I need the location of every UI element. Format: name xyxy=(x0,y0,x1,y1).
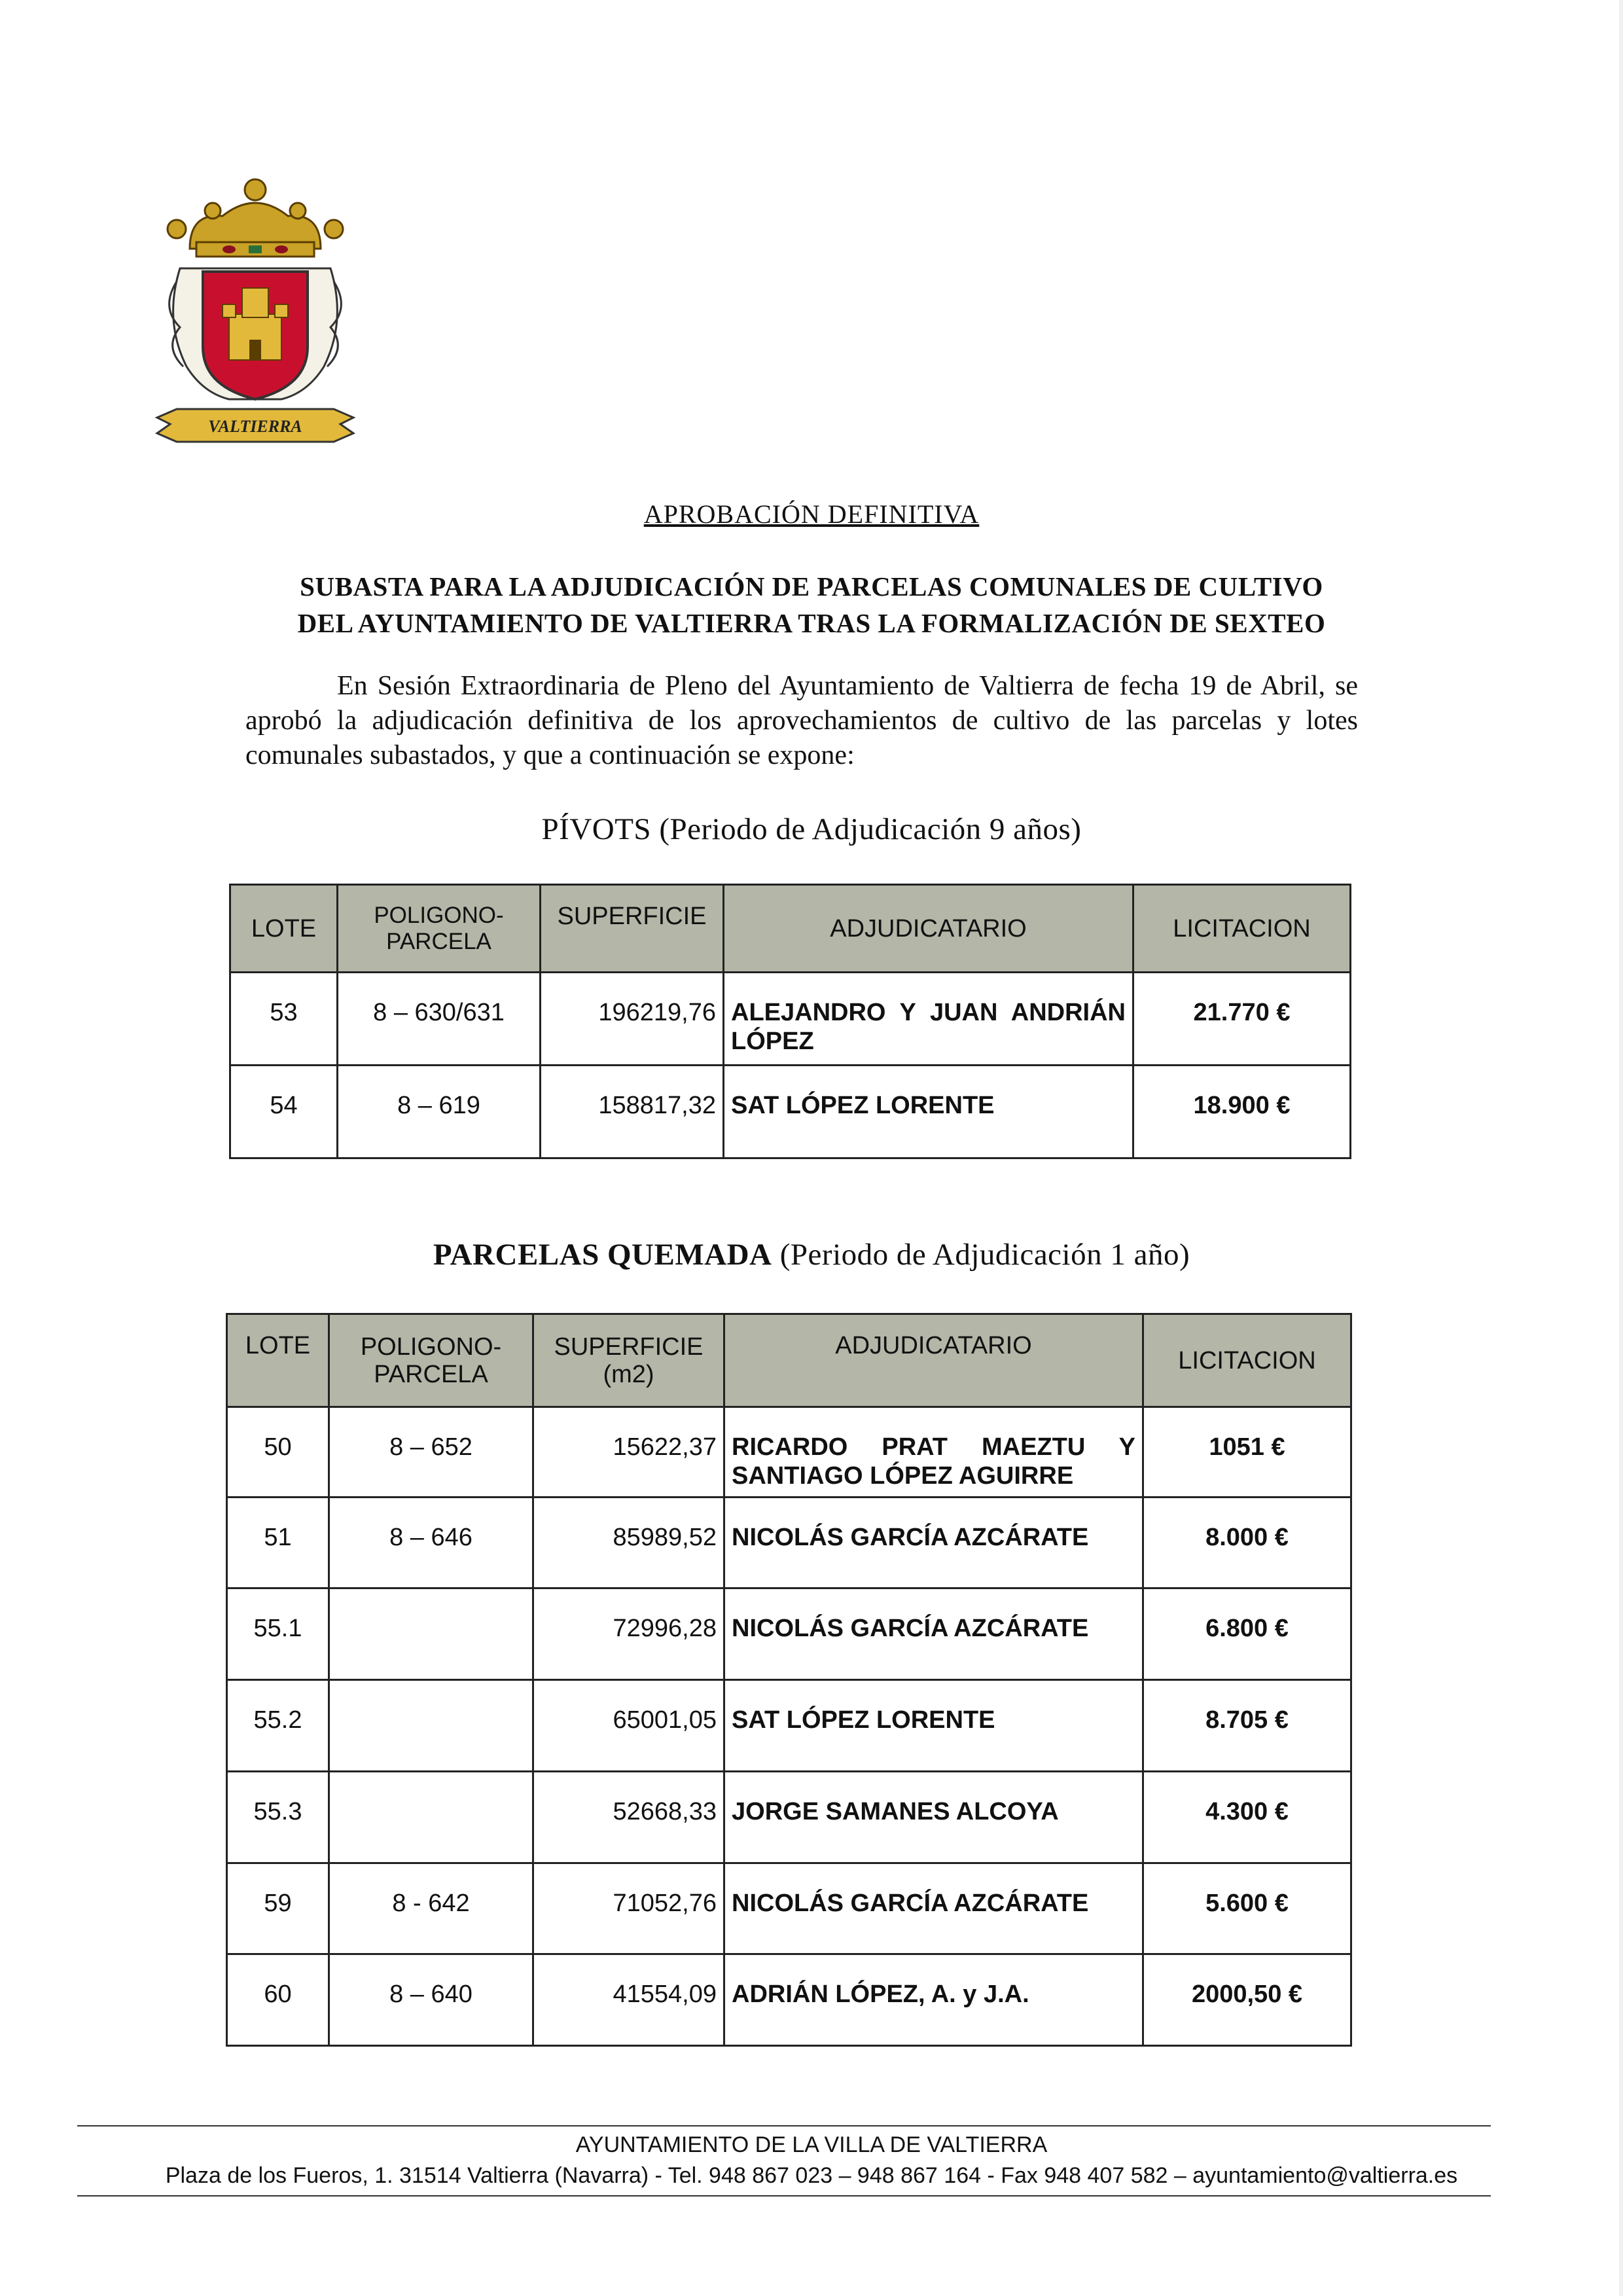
cell-licitacion: 8.705 € xyxy=(1143,1680,1351,1772)
table-header-row xyxy=(227,1314,1351,1407)
cell-parcela: 8 – 619 xyxy=(338,1066,541,1158)
cell-lote: 60 xyxy=(227,1954,329,2046)
cell-adjudicatario: NICOLÁS GARCÍA AZCÁRATE xyxy=(724,1588,1143,1680)
pivots-title-period: (Periodo de Adjudicación 9 años) xyxy=(659,812,1082,846)
header-lote: LOTE xyxy=(227,1314,329,1407)
intro-text: En Sesión Extraordinaria de Pleno del Ayuntamiento de Valtierra de fecha 19 de Abril, se aprobó la adjudicación definitiva de los aprovechamientos de cultivo de las parcelas y lotes comunales subastados, y que a continuación se expone: xyxy=(245,671,1358,770)
quemada-section-title xyxy=(0,1237,1623,1272)
cell-superficie: 52668,33 xyxy=(533,1772,724,1863)
cell-adjudicatario: RICARDO PRAT MAEZTU Y SANTIAGO LÓPEZ AGUIRRE xyxy=(724,1407,1143,1498)
cell-superficie: 196219,76 xyxy=(541,973,724,1066)
cell-licitacion: 8.000 € xyxy=(1143,1498,1351,1588)
cell-parcela xyxy=(329,1588,533,1680)
cell-adjudicatario: NICOLÁS GARCÍA AZCÁRATE xyxy=(724,1498,1143,1588)
pivots-section-title xyxy=(0,812,1623,847)
footer-divider-bottom xyxy=(77,2195,1491,2197)
cell-superficie: 158817,32 xyxy=(541,1066,724,1158)
cell-lote: 55.3 xyxy=(227,1772,329,1863)
cell-licitacion: 21.770 € xyxy=(1133,973,1351,1066)
intro-paragraph xyxy=(245,669,1358,773)
pivots-title-main: PÍVOTS xyxy=(541,812,652,846)
cell-adjudicatario: ALEJANDRO Y JUAN ANDRIÁN LÓPEZ xyxy=(724,973,1133,1066)
table-row xyxy=(227,1954,1351,2046)
crest-banner xyxy=(157,409,353,442)
cell-licitacion: 5.600 € xyxy=(1143,1863,1351,1954)
cell-parcela: 8 – 652 xyxy=(329,1407,533,1498)
quemada-title-period: (Periodo de Adjudicación 1 año) xyxy=(779,1238,1190,1272)
cell-superficie: 41554,09 xyxy=(533,1954,724,2046)
table-row xyxy=(230,1066,1351,1158)
cell-superficie: 72996,28 xyxy=(533,1588,724,1680)
cell-licitacion: 6.800 € xyxy=(1143,1588,1351,1680)
valtierra-crest-logo xyxy=(151,151,360,452)
table-row xyxy=(227,1863,1351,1954)
footer-contact: Plaza de los Fueros, 1. 31514 Valtierra (Navarra) - Tel. 948 867 023 – 948 867 164 - Fax 948 407 582 – ayuntamiento@valtierra.es xyxy=(165,2163,1458,2188)
header-licitacion: LICITACION xyxy=(1143,1314,1351,1407)
cell-parcela: 8 – 630/631 xyxy=(338,973,541,1066)
table-row xyxy=(227,1772,1351,1863)
cell-adjudicatario: JORGE SAMANES ALCOYA xyxy=(724,1772,1143,1863)
cell-lote: 53 xyxy=(230,973,338,1066)
table-row xyxy=(230,973,1351,1066)
document-title: APROBACIÓN DEFINITIVA xyxy=(643,499,980,529)
cell-lote: 54 xyxy=(230,1066,338,1158)
footer-org-name: AYUNTAMIENTO DE LA VILLA DE VALTIERRA xyxy=(575,2132,1048,2157)
subtitle-line-2: DEL AYUNTAMIENTO DE VALTIERRA TRAS LA FORMALIZACIÓN DE SEXTEO xyxy=(297,608,1326,638)
page-edge xyxy=(1619,0,1623,2296)
cell-lote: 59 xyxy=(227,1863,329,1954)
cell-adjudicatario: SAT LÓPEZ LORENTE xyxy=(724,1066,1133,1158)
subtitle-line-1: SUBASTA PARA LA ADJUDICACIÓN DE PARCELAS COMUNALES DE CULTIVO xyxy=(300,571,1323,601)
table-row xyxy=(227,1680,1351,1772)
document-subtitle xyxy=(196,568,1427,641)
header-adjudicatario: ADJUDICATARIO xyxy=(724,1314,1143,1407)
table-header-row xyxy=(230,885,1351,973)
cell-licitacion: 18.900 € xyxy=(1133,1066,1351,1158)
cell-superficie: 15622,37 xyxy=(533,1407,724,1498)
table-row xyxy=(227,1498,1351,1588)
cell-lote: 51 xyxy=(227,1498,329,1588)
cell-superficie: 71052,76 xyxy=(533,1863,724,1954)
cell-parcela xyxy=(329,1680,533,1772)
header-lote: LOTE xyxy=(230,885,338,973)
cell-licitacion: 4.300 € xyxy=(1143,1772,1351,1863)
cell-licitacion: 2000,50 € xyxy=(1143,1954,1351,2046)
cell-superficie: 85989,52 xyxy=(533,1498,724,1588)
header-adjudicatario: ADJUDICATARIO xyxy=(724,885,1133,973)
cell-adjudicatario: NICOLÁS GARCÍA AZCÁRATE xyxy=(724,1863,1143,1954)
header-poligono-parcela: POLIGONO-PARCELA xyxy=(338,885,541,973)
quemada-table xyxy=(226,1313,1352,2047)
svg-text:VALTIERRA: VALTIERRA xyxy=(208,417,302,436)
pivots-table xyxy=(229,884,1351,1159)
cell-parcela: 8 - 642 xyxy=(329,1863,533,1954)
table-row xyxy=(227,1407,1351,1498)
cell-lote: 55.1 xyxy=(227,1588,329,1680)
header-superficie: SUPERFICIE (m2) xyxy=(533,1314,724,1407)
cell-parcela: 8 – 646 xyxy=(329,1498,533,1588)
cell-parcela: 8 – 640 xyxy=(329,1954,533,2046)
cell-parcela xyxy=(329,1772,533,1863)
table-row xyxy=(227,1588,1351,1680)
cell-lote: 55.2 xyxy=(227,1680,329,1772)
cell-superficie: 65001,05 xyxy=(533,1680,724,1772)
header-poligono-parcela: POLIGONO-PARCELA xyxy=(329,1314,533,1407)
header-superficie: SUPERFICIE xyxy=(541,885,724,973)
cell-adjudicatario: ADRIÁN LÓPEZ, A. y J.A. xyxy=(724,1954,1143,2046)
cell-licitacion: 1051 € xyxy=(1143,1407,1351,1498)
cell-adjudicatario: SAT LÓPEZ LORENTE xyxy=(724,1680,1143,1772)
quemada-title-main: PARCELAS QUEMADA xyxy=(433,1238,772,1272)
crown-icon xyxy=(168,179,343,257)
cell-lote: 50 xyxy=(227,1407,329,1498)
header-licitacion: LICITACION xyxy=(1133,885,1351,973)
footer-divider-top xyxy=(77,2125,1491,2126)
